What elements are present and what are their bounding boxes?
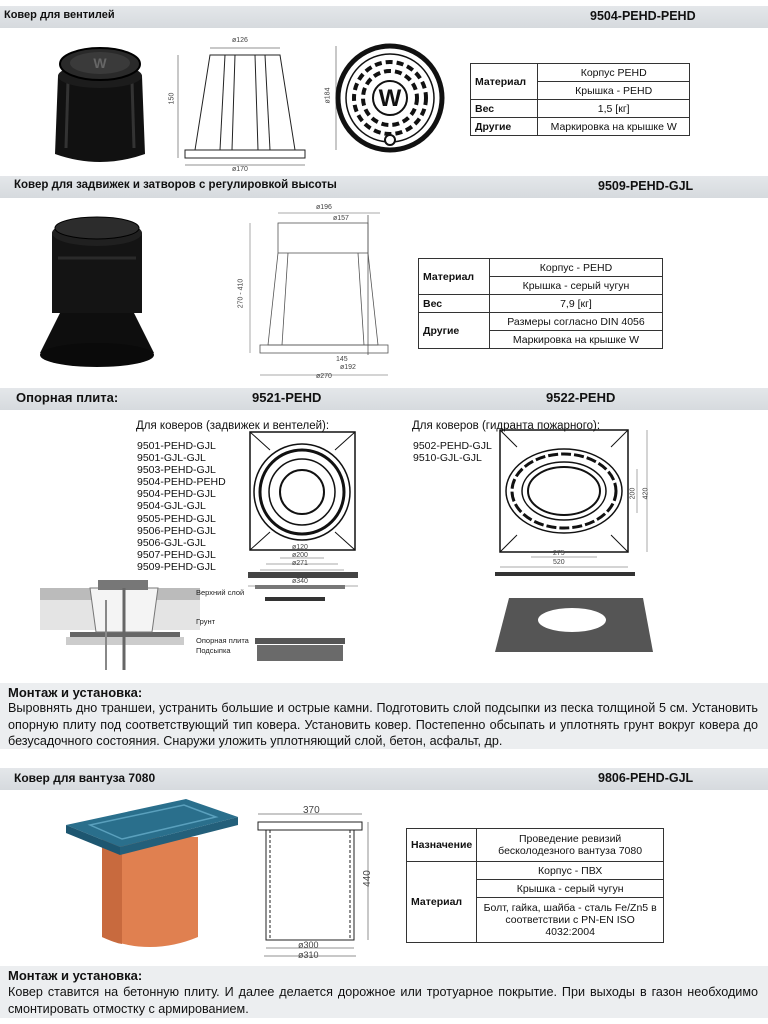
dim-b-w2: 520 bbox=[553, 559, 565, 566]
install-text: Ковер ставится на бетонную плиту. И далее делается дорожное или тротуарное покрытие. При выходы в газон необходимо смонтировать отмостку с армированием. bbox=[8, 985, 758, 1016]
spec-table-9806 bbox=[406, 828, 664, 943]
section-title: Ковер для вантуза 7080 bbox=[14, 771, 156, 785]
product-code-b: 9522-PEHD bbox=[546, 390, 616, 405]
dim-height: 150 bbox=[168, 92, 176, 105]
product-code: 9509-PEHD-GJL bbox=[598, 179, 694, 193]
dim-a1: ø120 bbox=[292, 544, 308, 551]
spec-value: Размеры согласно DIN 4056 bbox=[489, 313, 662, 331]
list-item: 9503-PEHD-GJL bbox=[137, 464, 216, 477]
list-item: 9509-PEHD-GJL bbox=[137, 560, 216, 573]
spec-value: Болт, гайка, шайба - сталь Fe/Zn5 в соответствии с PN-EN ISO 4032:2004 bbox=[477, 898, 664, 943]
list-item: 9504-PEHD-PEHD bbox=[137, 476, 226, 489]
product-code: 9806-PEHD-GJL bbox=[598, 771, 694, 785]
section-header-base-plate bbox=[0, 388, 768, 410]
list-item: 9510-GJL-GJL bbox=[413, 452, 482, 465]
installation-cross-section bbox=[40, 580, 200, 670]
layer-soil-label: Грунт bbox=[196, 617, 216, 626]
dim-h: 270 - 410 bbox=[237, 278, 245, 309]
spec-value: Маркировка на крышке W bbox=[489, 331, 662, 349]
dim-top: 370 bbox=[303, 805, 320, 816]
dim-a2: ø200 bbox=[292, 552, 308, 559]
spec-key: Материал bbox=[419, 259, 490, 295]
dim-top: ø126 bbox=[232, 37, 248, 44]
section-title: Ковер для задвижек и затворов с регулировкой высоты bbox=[14, 179, 337, 191]
section-header-gate-box bbox=[0, 176, 768, 198]
dim-a3: ø271 bbox=[292, 560, 308, 567]
spec-key: Материал bbox=[407, 862, 477, 943]
list-b-title: Для коверов (гидранта пожарного): bbox=[412, 420, 601, 432]
spec-value: Маркировка на крышке W bbox=[538, 118, 690, 136]
product-code-a: 9521-PEHD bbox=[252, 390, 322, 405]
layer-swatches bbox=[255, 585, 350, 665]
dim-bottom: ø170 bbox=[232, 166, 248, 173]
valve-box-lid-drawing bbox=[335, 40, 445, 160]
list-item: 9501-PEHD-GJL bbox=[137, 440, 216, 452]
spec-value: Корпус - PEHD bbox=[489, 259, 662, 277]
section-title: Опорная плита: bbox=[16, 390, 119, 405]
dim-b-w1: 275 bbox=[553, 550, 565, 557]
spec-value: Проведение ревизий бесколодезного вантуза 7080 bbox=[477, 829, 664, 862]
plate-9522-photo bbox=[495, 596, 655, 656]
dim-d2: ø310 bbox=[298, 950, 319, 960]
spec-table-9504 bbox=[470, 63, 690, 136]
list-item: 9506-GJL-GJL bbox=[137, 536, 206, 549]
dim-b-h2: 420 bbox=[642, 487, 650, 500]
plate-9522-drawing bbox=[495, 425, 655, 585]
spec-value: Корпус PEHD bbox=[538, 64, 690, 82]
layer-plate-label: Опорная плита bbox=[196, 636, 249, 645]
install-title: Монтаж и установка: bbox=[8, 685, 143, 700]
install-text: Выровнять дно траншеи, устранить большие и острые камни. Подготовить слой подсыпки из песка толщиной 5 см. Установить опорную плиту под соответствующий тип ковера. Установить ковер. Постепенно обсыпать и уплотнять грунт вокруг ковера до безусадочного состояния. Снаружи уложить уплотняющий слой, бетон, асфальт, др. bbox=[8, 701, 758, 748]
spec-key: Другие bbox=[471, 118, 538, 136]
lid-letter: W bbox=[378, 85, 402, 112]
list-item: 9506-PEHD-GJL bbox=[137, 524, 216, 537]
dim-b3: ø270 bbox=[316, 373, 332, 380]
list-item: 9505-PEHD-GJL bbox=[137, 512, 216, 525]
spec-key: Вес bbox=[471, 100, 538, 118]
spec-value: 1,5 [кг] bbox=[538, 100, 690, 118]
air-valve-box-photo bbox=[60, 797, 240, 962]
spec-table-9509 bbox=[418, 258, 663, 349]
spec-value: Корпус - ПВХ bbox=[477, 862, 664, 880]
valve-box-side-drawing bbox=[170, 40, 315, 175]
layer-bedding-label: Подсыпка bbox=[196, 646, 231, 655]
list-item: 9504-PEHD-GJL bbox=[137, 488, 216, 501]
list-item: 9502-PEHD-GJL bbox=[413, 440, 492, 452]
list-a bbox=[137, 440, 226, 573]
dim-d1: ø300 bbox=[298, 940, 319, 950]
install-title: Монтаж и установка: bbox=[8, 968, 143, 983]
gate-box-photo bbox=[30, 208, 165, 378]
valve-box-photo bbox=[50, 36, 150, 171]
gate-box-drawing bbox=[240, 205, 390, 380]
spec-key: Вес bbox=[419, 295, 490, 313]
dim-b-h1: 200 bbox=[629, 487, 637, 500]
spec-value: Крышка - серый чугун bbox=[477, 880, 664, 898]
section-header-valve-box bbox=[0, 6, 768, 28]
spec-value: Крышка - серый чугун bbox=[489, 277, 662, 295]
spec-value: 7,9 [кг] bbox=[489, 295, 662, 313]
dim-d1: ø196 bbox=[316, 204, 332, 211]
list-item: 9504-GJL-GJL bbox=[137, 500, 206, 513]
spec-key: Материал bbox=[471, 64, 538, 100]
dim-a4: ø340 bbox=[292, 578, 308, 585]
spec-value: Крышка - PEHD bbox=[538, 82, 690, 100]
dim-d2: ø157 bbox=[333, 215, 349, 222]
product-code: 9504-PEHD-PEHD bbox=[590, 9, 696, 23]
list-item: 9507-PEHD-GJL bbox=[137, 548, 216, 561]
layer-top-label: Верхний слой bbox=[196, 588, 245, 597]
list-b bbox=[413, 440, 492, 464]
spec-key: Назначение bbox=[407, 829, 477, 862]
section-title: Ковер для вентилей bbox=[4, 9, 115, 21]
list-a-title: Для коверов (задвижек и вентелей): bbox=[136, 420, 330, 432]
dim-height: 440 bbox=[361, 870, 373, 887]
svg-text:W: W bbox=[93, 55, 107, 71]
dim-lid: ø184 bbox=[324, 87, 332, 104]
dim-b2: ø192 bbox=[340, 364, 356, 371]
dim-b1: 145 bbox=[336, 356, 348, 363]
spec-key: Другие bbox=[419, 313, 490, 349]
section-header-air-valve-box bbox=[0, 768, 768, 790]
list-item: 9501-GJL-GJL bbox=[137, 452, 206, 465]
